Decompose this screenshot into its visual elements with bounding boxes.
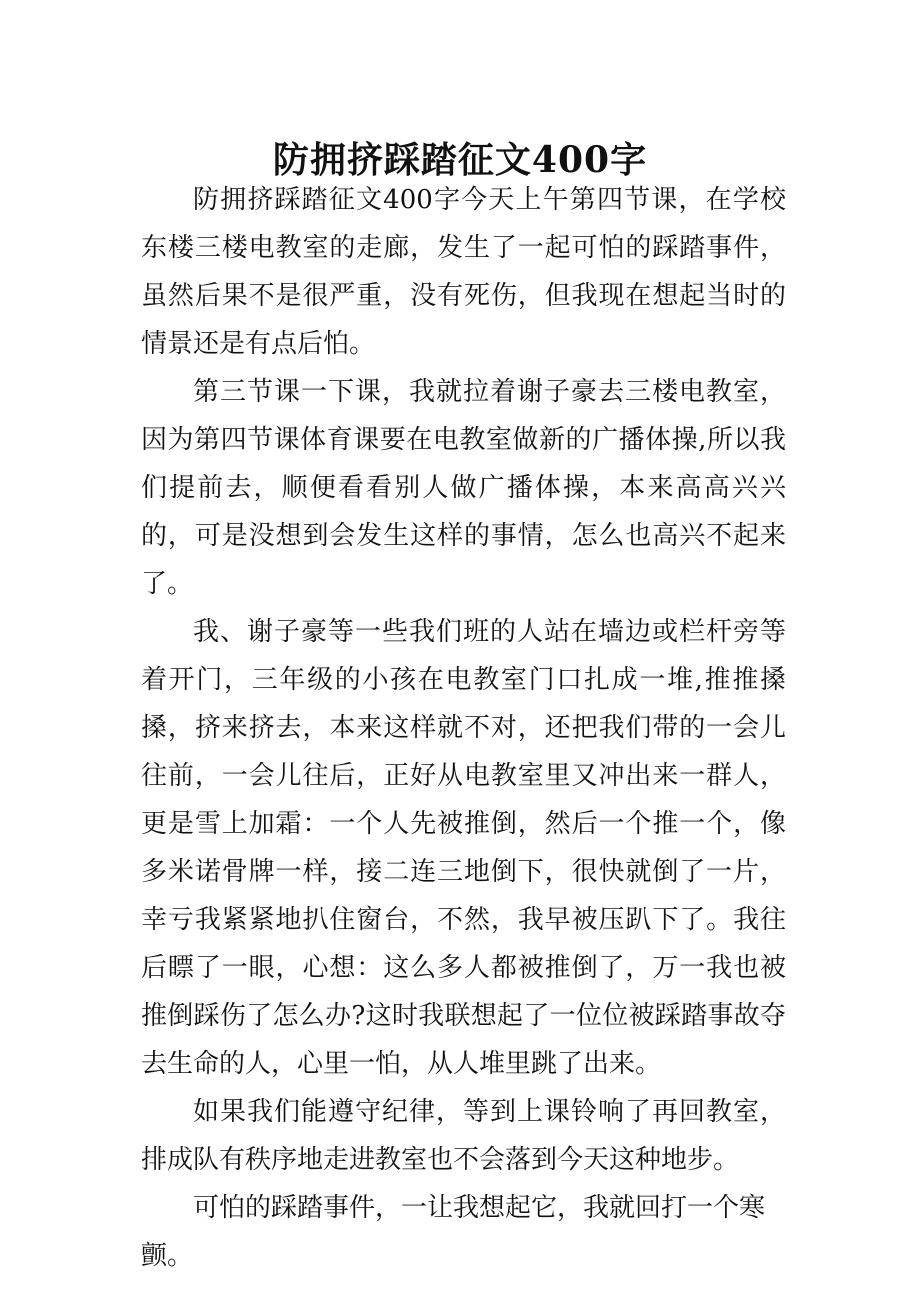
document-body <box>141 176 786 1280</box>
paragraph-2: 第三节课一下课，我就拉着谢子豪去三楼电教室，因为第四节课体育课要在电教室做新的广播体操,所以我们提前去，顺便看看别人做广播体操，本来高高兴兴的，可是没想到会发生这样的事情，怎么也高兴不起来了。 <box>141 377 786 599</box>
paragraph-1: 防拥挤踩踏征文400字今天上午第四节课，在学校东楼三楼电教室的走廊，发生了一起可怕的踩踏事件，虽然后果不是很严重，没有死伤，但我现在想起当时的情景还是有点后怕。 <box>141 185 786 359</box>
paragraph-5: 可怕的踩踏事件，一让我想起它，我就回打一个寒颤。 <box>141 1193 766 1271</box>
paragraph-3: 我、谢子豪等一些我们班的人站在墙边或栏杆旁等着开门，三年级的小孩在电教室门口扎成一堆,推推搡搡，挤来挤去，本来这样就不对，还把我们带的一会儿往前，一会儿往后，正好从电教室里又冲出来一群人，更是雪上加霜：一个人先被推倒，然后一个推一个，像多米诺骨牌一样，接二连三地倒下，很快就倒了一片，幸亏我紧紧地扒住窗台，不然，我早被压趴下了。我往后瞟了一眼，心想：这么多人都被推倒了，万一我也被推倒踩伤了怎么办?这时我联想起了一位位被踩踏事故夺去生命的人，心里一怕，从人堆里跳了出来。 <box>141 617 786 1079</box>
document-title: 防拥挤踩踏征文400字 <box>272 139 648 182</box>
paragraph-4: 如果我们能遵守纪律，等到上课铃响了再回教室，排成队有秩序地走进教室也不会落到今天这种地步。 <box>141 1097 786 1175</box>
